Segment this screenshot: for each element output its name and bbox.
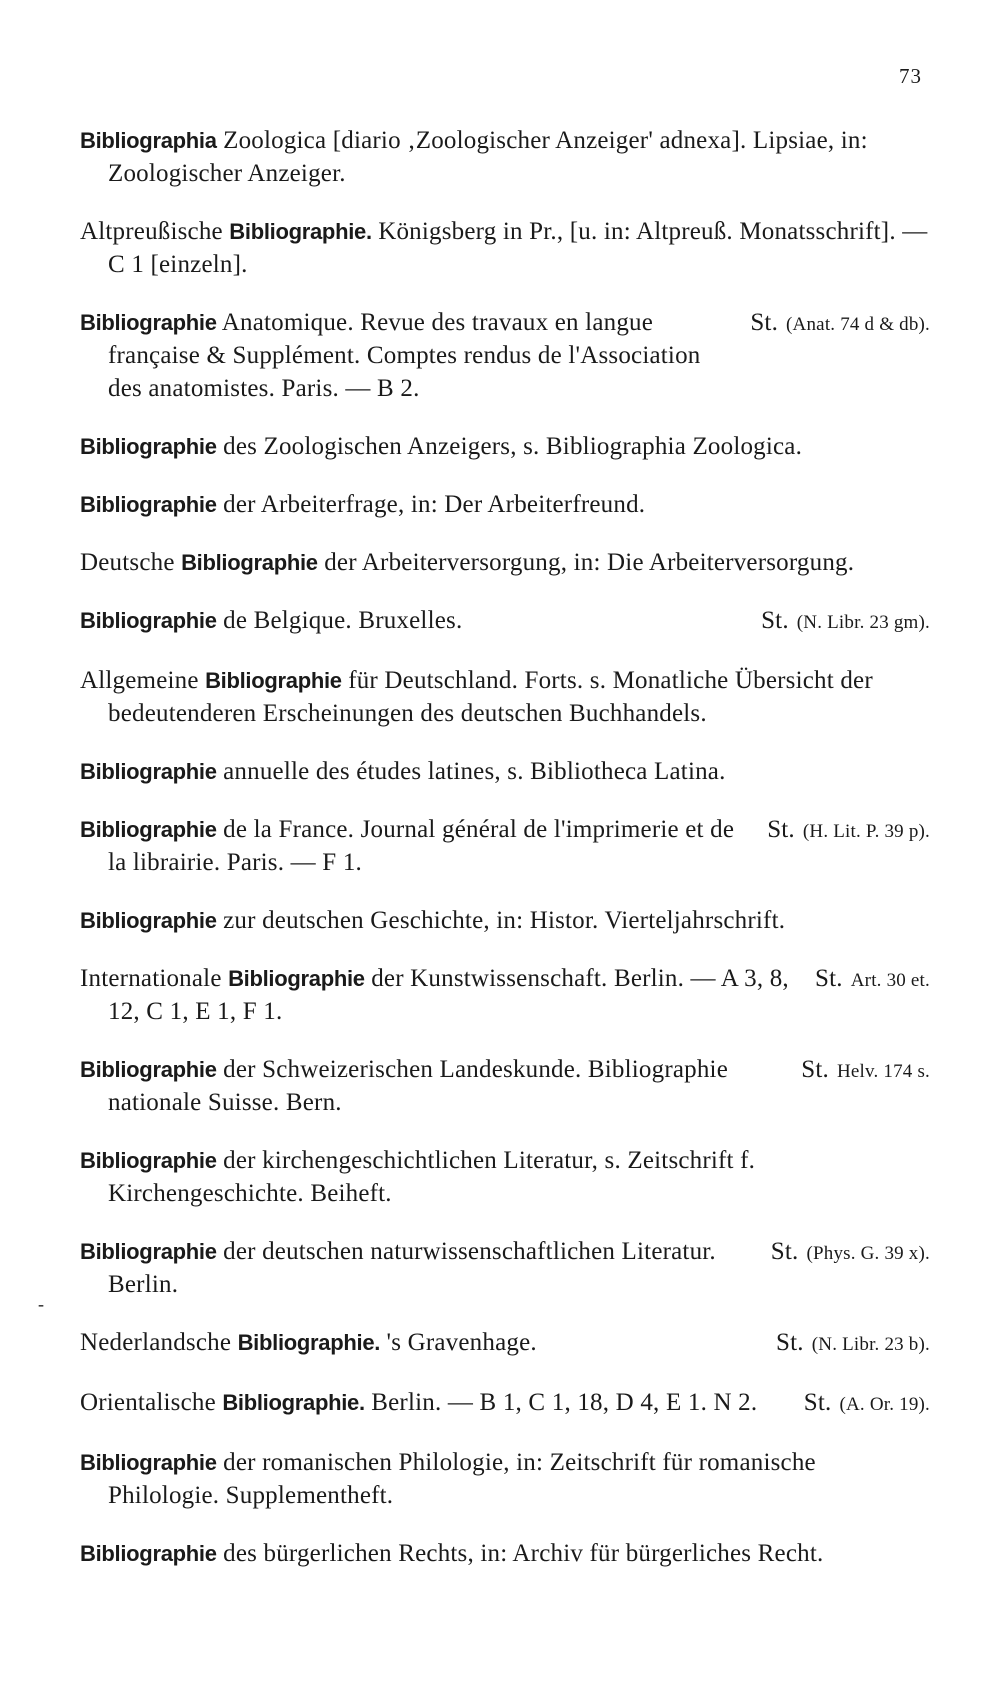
entry-text: für Deutschland. Forts. s. Monatliche Übersicht der bedeutenderen Erscheinungen des deutschen Buchhandels. xyxy=(108,667,873,727)
entry-prefix: Allgemeine xyxy=(80,667,206,694)
list-item xyxy=(80,306,930,405)
entry-keyword: Bibliographie xyxy=(80,759,217,784)
list-item xyxy=(80,604,930,639)
shelfmark-prefix: St. xyxy=(815,965,843,992)
entry-prefix: Nederlandsche xyxy=(80,1329,238,1356)
entry-list xyxy=(80,124,930,1595)
shelfmark-code: (H. Lit. P. 39 p). xyxy=(802,821,930,842)
entry-keyword: Bibliographie xyxy=(80,1148,217,1173)
shelfmark xyxy=(764,1326,930,1361)
shelfmark-prefix: St. xyxy=(767,816,795,843)
list-item xyxy=(80,962,930,1028)
entry-keyword: Bibliographie xyxy=(80,908,217,933)
entry-text: de la France. Journal général de l'imprimerie et de la librairie. Paris. — F 1. xyxy=(108,816,735,876)
shelfmark-code: Art. 30 et. xyxy=(850,970,930,991)
entry-text: der Kunstwissenschaft. Berlin. — A 3, 8, 12, C 1, E 1, F 1. xyxy=(108,965,789,1025)
entry-keyword: Bibliographie xyxy=(80,608,217,633)
shelfmark xyxy=(738,306,930,341)
entry-keyword: Bibliographie. xyxy=(237,1330,381,1355)
entry-text: der Schweizerischen Landeskunde. Bibliographie nationale Suisse. Bern. xyxy=(108,1056,728,1116)
shelfmark-code: (Anat. 74 d & db). xyxy=(786,314,930,335)
page-number: 73 xyxy=(899,64,922,88)
entry-keyword: Bibliographie xyxy=(80,1450,217,1475)
entry-text: Königsberg in Pr., [u. in: Altpreuß. Monatsschrift]. — C 1 [einzeln]. xyxy=(108,218,928,278)
entry-text: 's Gravenhage. xyxy=(380,1329,537,1356)
shelfmark xyxy=(789,1053,930,1088)
list-item xyxy=(80,1144,930,1210)
shelfmark xyxy=(749,604,930,639)
list-item xyxy=(80,124,930,190)
entry-keyword: Bibliographie. xyxy=(229,219,372,244)
entry-keyword: Bibliographia xyxy=(80,128,217,153)
entry-text: Berlin. — B 1, C 1, 18, D 4, E 1. N 2. xyxy=(364,1389,758,1416)
shelfmark-code: Helv. 174 s. xyxy=(837,1061,930,1082)
shelfmark-code: (N. Libr. 23 gm). xyxy=(796,612,930,633)
entry-text: der romanischen Philologie, in: Zeitschrift für romanische Philologie. Supplementheft. xyxy=(108,1449,816,1509)
entry-text: des bürgerlichen Rechts, in: Archiv für bürgerliches Recht. xyxy=(216,1540,824,1567)
list-item xyxy=(80,1446,930,1512)
entry-keyword: Bibliographie xyxy=(181,550,318,575)
entry-text: der kirchengeschichtlichen Literatur, s. Zeitschrift f. Kirchengeschichte. Beiheft. xyxy=(108,1147,756,1207)
entry-text: zur deutschen Geschichte, in: Histor. Vierteljahrschrift. xyxy=(216,907,786,934)
shelfmark xyxy=(803,962,930,997)
shelfmark xyxy=(759,1235,930,1270)
entry-keyword: Bibliographie xyxy=(205,668,342,693)
shelfmark-prefix: St. xyxy=(770,1238,799,1265)
list-item xyxy=(80,546,930,579)
shelfmark-prefix: St. xyxy=(776,1329,804,1356)
shelfmark-code: (A. Or. 19). xyxy=(839,1394,930,1415)
entry-text: der Arbeiterfrage, in: Der Arbeiterfreund. xyxy=(216,491,646,518)
entry-text: des Zoologischen Anzeigers, s. Bibliographia Zoologica. xyxy=(216,433,803,460)
list-item xyxy=(80,1235,930,1301)
entry-prefix: Altpreußische xyxy=(80,218,230,245)
list-item xyxy=(80,813,930,879)
entry-prefix: Internationale xyxy=(80,965,229,992)
entry-keyword: Bibliographie xyxy=(80,310,217,335)
entry-keyword: Bibliographie xyxy=(80,492,217,517)
list-item xyxy=(80,430,930,463)
entry-keyword: Bibliographie xyxy=(80,434,217,459)
entry-text: der deutschen naturwissenschaftlichen Literatur. Berlin. xyxy=(108,1238,716,1298)
entry-text: de Belgique. Bruxelles. xyxy=(216,607,463,634)
shelfmark-prefix: St. xyxy=(801,1056,829,1083)
shelfmark-prefix: St. xyxy=(761,607,789,634)
list-item xyxy=(80,904,930,937)
shelfmark xyxy=(792,1386,930,1421)
entry-keyword: Bibliographie xyxy=(80,1541,217,1566)
entry-keyword: Bibliographie xyxy=(228,966,365,991)
shelfmark-prefix: St. xyxy=(750,309,779,336)
list-item xyxy=(80,1326,930,1361)
entry-keyword: Bibliographie xyxy=(80,1239,217,1264)
list-item xyxy=(80,755,930,788)
list-item xyxy=(80,664,930,730)
shelfmark xyxy=(755,813,930,848)
entry-keyword: Bibliographie. xyxy=(222,1390,365,1415)
entry-text: Anatomique. Revue des travaux en langue française & Supplément. Comptes rendus de l'Association des anatomistes. Paris. — B 2. xyxy=(108,309,701,402)
list-item xyxy=(80,1537,930,1570)
list-item xyxy=(80,1386,930,1421)
list-item xyxy=(80,215,930,281)
entry-keyword: Bibliographie xyxy=(80,817,217,842)
shelfmark-prefix: St. xyxy=(803,1389,832,1416)
entry-keyword: Bibliographie xyxy=(80,1057,217,1082)
list-item xyxy=(80,1053,930,1119)
entry-text: Zoologica [diario ‚Zoologischer Anzeiger' adnexa]. Lipsiae, in: Zoologischer Anzeiger. xyxy=(108,127,868,187)
shelfmark-code: (N. Libr. 23 b). xyxy=(811,1334,930,1355)
margin-mark: - xyxy=(38,1294,44,1314)
entry-text: annuelle des études latines, s. Bibliotheca Latina. xyxy=(216,758,726,785)
list-item xyxy=(80,488,930,521)
shelfmark-code: (Phys. G. 39 x). xyxy=(806,1243,930,1264)
entry-text: der Arbeiterversorgung, in: Die Arbeiterversorgung. xyxy=(317,549,855,576)
entry-prefix: Deutsche xyxy=(80,549,182,576)
entry-prefix: Orientalische xyxy=(80,1389,223,1416)
